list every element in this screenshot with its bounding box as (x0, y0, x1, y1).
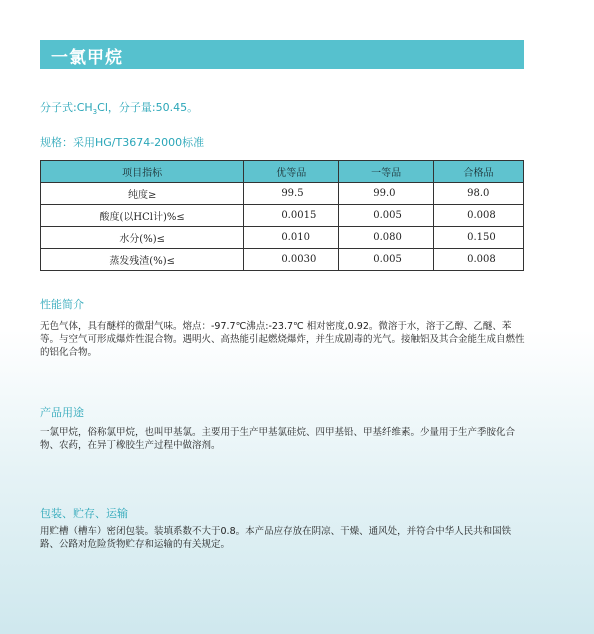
table-header-row (41, 161, 524, 183)
table-cell: 99.5 (244, 183, 339, 205)
section-text-packaging: 用贮槽（槽车）密闭包装。装填系数不大于0.8。本产品应存放在阴凉、干燥、通风处，并符合中华人民共和国铁路、公路对危险货物贮存和运输的有关规定。 (40, 526, 512, 550)
section-heading-uses: 产品用途 (40, 406, 84, 419)
title-banner (40, 40, 524, 69)
table-cell-item: 酸度(以HCl计)%≤ (41, 205, 244, 227)
table-cell: 0.005 (339, 205, 434, 227)
page-title: 一氯甲烷 (51, 48, 123, 68)
table-header-cell: 一等品 (339, 161, 434, 183)
formula-prefix: 分子式:CH (40, 101, 93, 114)
formula-suffix: Cl，分子量:50.45。 (97, 101, 199, 114)
table-row (41, 183, 524, 205)
table-cell: 0.008 (434, 249, 524, 271)
molecular-formula (40, 99, 198, 116)
section-text-properties: 无色气体，具有醚样的微甜气味。熔点：-97.7℃沸点:-23.7℃ 相对密度,0.92。微溶于水，溶于乙醇、乙醚、苯等。与空气可形成爆炸性混合物。遇明火、高热能引起燃烧爆炸，并生成剧毒的光气。接触铝及其合金能生成自燃性的铝化合物。 (40, 321, 525, 358)
table-cell: 0.080 (339, 227, 434, 249)
table-row (41, 249, 524, 271)
table-cell: 99.0 (339, 183, 434, 205)
table-cell: 98.0 (434, 183, 524, 205)
table-cell: 0.010 (244, 227, 339, 249)
formula-subscript: 3 (92, 108, 98, 117)
section-heading-packaging: 包装、贮存、运输 (40, 507, 128, 520)
table-cell: 0.0015 (244, 205, 339, 227)
table-header-cell: 优等品 (244, 161, 339, 183)
table-header-cell: 合格品 (434, 161, 524, 183)
table-row (41, 205, 524, 227)
section-heading-properties: 性能简介 (40, 298, 84, 311)
spec-table (40, 160, 524, 271)
spec-standard: 规格：采用HG/T3674-2000标准 (40, 136, 205, 149)
section-text-uses: 一氯甲烷，俗称氯甲烷，也叫甲基氯。主要用于生产甲基氯硅烷、四甲基铅、甲基纤维素。少量用于生产季胺化合物、农药，在异丁橡胶生产过程中做溶剂。 (40, 427, 516, 451)
table-cell: 0.008 (434, 205, 524, 227)
table-row (41, 227, 524, 249)
table-header-cell: 项目指标 (41, 161, 244, 183)
table-cell: 0.150 (434, 227, 524, 249)
table-cell: 0.0030 (244, 249, 339, 271)
table-cell-item: 蒸发残渣(%)≤ (41, 249, 244, 271)
table-cell-item: 纯度≥ (41, 183, 244, 205)
table-cell-item: 水分(%)≤ (41, 227, 244, 249)
table-cell: 0.005 (339, 249, 434, 271)
